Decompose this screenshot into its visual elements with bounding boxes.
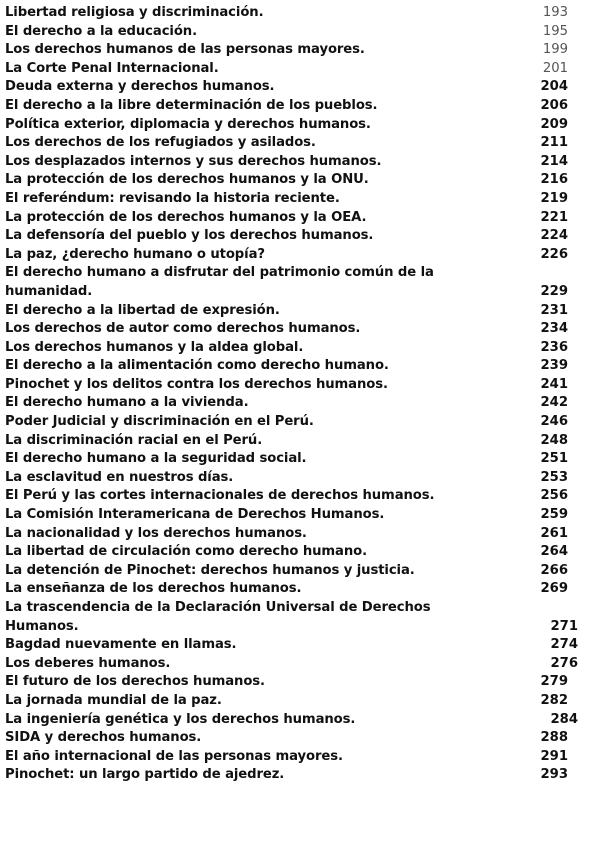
toc-entry: [0, 394, 600, 413]
toc-entry-title: Pinochet: un largo partido de ajedrez.: [5, 767, 285, 783]
toc-entry-page: 293: [540, 767, 568, 783]
toc-entry: [0, 339, 600, 358]
toc-entry: [0, 543, 600, 562]
toc-entry-title: La enseñanza de los derechos humanos.: [5, 581, 302, 597]
toc-entry-page: 271: [550, 618, 578, 634]
toc-entry: [0, 60, 600, 79]
toc-entry-page: 256: [540, 488, 568, 504]
toc-entry-title: Política exterior, diplomacia y derechos humanos.: [5, 116, 371, 132]
toc-entry: [0, 357, 600, 376]
toc-entry-page: 253: [540, 469, 568, 485]
toc-entry-page: 219: [540, 190, 568, 206]
toc-entry-page: 269: [540, 581, 568, 597]
toc-entry-page: 251: [540, 451, 568, 467]
toc-entry-title: El derecho humano a disfrutar del patrimonio común de la humanidad.: [5, 265, 434, 299]
toc-entry-title: El derecho humano a la seguridad social.: [5, 451, 307, 467]
toc-entry-title: Libertad religiosa y discriminación.: [5, 5, 264, 20]
toc-entry: [0, 487, 600, 506]
toc-entry-title: Bagdad nuevamente en llamas.: [5, 637, 237, 653]
toc-entry-page: 274: [550, 637, 578, 653]
toc-entry-title: Los deberes humanos.: [5, 655, 171, 671]
toc-entry: [0, 636, 600, 655]
toc-entry-title: Los derechos de autor como derechos humanos.: [5, 321, 361, 337]
toc-entry-title: El derecho a la libertad de expresión.: [5, 302, 280, 318]
toc-entry-page: 266: [540, 562, 568, 578]
toc-entry: [0, 711, 600, 730]
toc-entry: [0, 525, 600, 544]
toc-entry: [0, 506, 600, 525]
toc-entry-page: 239: [540, 358, 568, 374]
toc-entry: [0, 78, 600, 97]
toc-entry-page: 246: [540, 414, 568, 430]
toc-entry: [0, 766, 600, 785]
toc-entry-page: 209: [540, 116, 568, 132]
toc-entry: [0, 748, 600, 767]
toc-entry: [0, 729, 600, 748]
toc-entry: [0, 450, 600, 469]
toc-entry: [0, 376, 600, 395]
toc-entry-page: 279: [540, 674, 568, 690]
toc-entry-page: 284: [550, 711, 578, 727]
toc-entry-page: 224: [540, 228, 568, 244]
toc-entry-title: La libertad de circulación como derecho humano.: [5, 544, 368, 560]
toc-entry: [0, 116, 600, 135]
toc-entry: [0, 134, 600, 153]
toc-entry-title: La jornada mundial de la paz.: [5, 692, 222, 708]
toc-entry-page: 229: [540, 283, 568, 299]
toc-entry-title: El derecho humano a la vivienda.: [5, 395, 249, 411]
toc-entry-title: La paz, ¿derecho humano o utopía?: [5, 246, 265, 262]
toc-entry: [0, 153, 600, 172]
toc-entry-title: El derecho a la alimentación como derecho humano.: [5, 358, 389, 374]
toc-entry-page: 282: [540, 692, 568, 708]
toc-entry-title: La Comisión Interamericana de Derechos Humanos.: [5, 507, 385, 523]
toc-entry-title: La esclavitud en nuestros días.: [5, 469, 234, 485]
toc-entry: [0, 227, 600, 246]
toc-entry-page: 214: [540, 153, 568, 169]
toc-entry: [0, 413, 600, 432]
toc-entry: [0, 246, 600, 265]
toc-entry: [0, 190, 600, 209]
toc-entry: [0, 655, 600, 674]
toc-entry-title: Los derechos humanos de las personas mayores.: [5, 42, 365, 58]
toc-entry-page: 288: [540, 730, 568, 746]
toc-entry-title: Poder Judicial y discriminación en el Perú.: [5, 414, 314, 430]
toc-entry-page: 276: [550, 655, 578, 671]
toc-entry: [0, 97, 600, 116]
toc-entry-title: La nacionalidad y los derechos humanos.: [5, 525, 307, 541]
toc-entry: [0, 171, 600, 190]
toc-entry-page: 199: [542, 42, 568, 58]
toc-entry-title: Los derechos humanos y la aldea global.: [5, 339, 304, 355]
toc-entry-title: Los desplazados internos y sus derechos humanos.: [5, 153, 382, 169]
toc-entry-page: 231: [540, 302, 568, 318]
toc-entry-title: El referéndum: revisando la historia reciente.: [5, 190, 340, 206]
toc-entry: [0, 432, 600, 451]
toc-entry-title: La protección de los derechos humanos y la OEA.: [5, 209, 367, 225]
toc-entry-title: La detención de Pinochet: derechos humanos y justicia.: [5, 562, 415, 578]
toc-entry-title: El derecho a la libre determinación de los pueblos.: [5, 97, 378, 113]
toc-entry: [0, 673, 600, 692]
toc-entry-page: 211: [540, 135, 568, 151]
toc-entry-title: La ingeniería genética y los derechos humanos.: [5, 711, 356, 727]
toc-entry: [0, 580, 600, 599]
toc-entry-title: Pinochet y los delitos contra los derechos humanos.: [5, 376, 388, 392]
toc-entry-page: 201: [542, 60, 568, 76]
toc-entry-page: 236: [540, 339, 568, 355]
toc-entry-title: SIDA y derechos humanos.: [5, 730, 202, 746]
toc-entry-page: 242: [540, 395, 568, 411]
toc-entry-page: 221: [540, 209, 568, 225]
toc-entry-title: El futuro de los derechos humanos.: [5, 674, 265, 690]
toc-entry-page: 264: [540, 544, 568, 560]
toc-entry: [0, 599, 600, 636]
toc-entry-title: La defensoría del pueblo y los derechos humanos.: [5, 228, 374, 244]
toc-entry-page: 248: [540, 432, 568, 448]
toc-entry-page: 261: [540, 525, 568, 541]
toc-entry: [0, 320, 600, 339]
toc-entry-page: 259: [540, 507, 568, 523]
toc-entry-title: El derecho a la educación.: [5, 23, 197, 39]
toc-entry: [0, 4, 600, 23]
toc-entry-title: La protección de los derechos humanos y la ONU.: [5, 172, 369, 188]
toc-entry-title: La trascendencia de la Declaración Universal de Derechos Humanos.: [5, 600, 431, 634]
toc-entry: [0, 562, 600, 581]
toc-entry: [0, 209, 600, 228]
toc-entry-page: 241: [540, 376, 568, 392]
toc-entry-page: 193: [542, 5, 568, 20]
toc-entry-title: El Perú y las cortes internacionales de derechos humanos.: [5, 488, 435, 504]
toc-entry: [0, 41, 600, 60]
toc-entry-title: Deuda externa y derechos humanos.: [5, 79, 275, 95]
toc-entry: [0, 469, 600, 488]
toc-entry-title: Los derechos de los refugiados y asilados.: [5, 135, 316, 151]
toc-entry-page: 234: [540, 321, 568, 337]
toc-entry-page: 226: [540, 246, 568, 262]
toc-entry-title: La Corte Penal Internacional.: [5, 60, 219, 76]
toc-entry-page: 195: [542, 23, 568, 39]
toc-entry-page: 204: [540, 79, 568, 95]
toc-entry-page: 216: [540, 172, 568, 188]
toc-entry-title: La discriminación racial en el Perú.: [5, 432, 263, 448]
toc-entry: [0, 692, 600, 711]
toc-entry: [0, 264, 600, 301]
toc-entry-title: El año internacional de las personas mayores.: [5, 748, 343, 764]
table-of-contents: [0, 4, 600, 785]
toc-entry: [0, 302, 600, 321]
toc-entry-page: 206: [540, 97, 568, 113]
toc-entry-page: 291: [540, 748, 568, 764]
toc-entry: [0, 23, 600, 42]
